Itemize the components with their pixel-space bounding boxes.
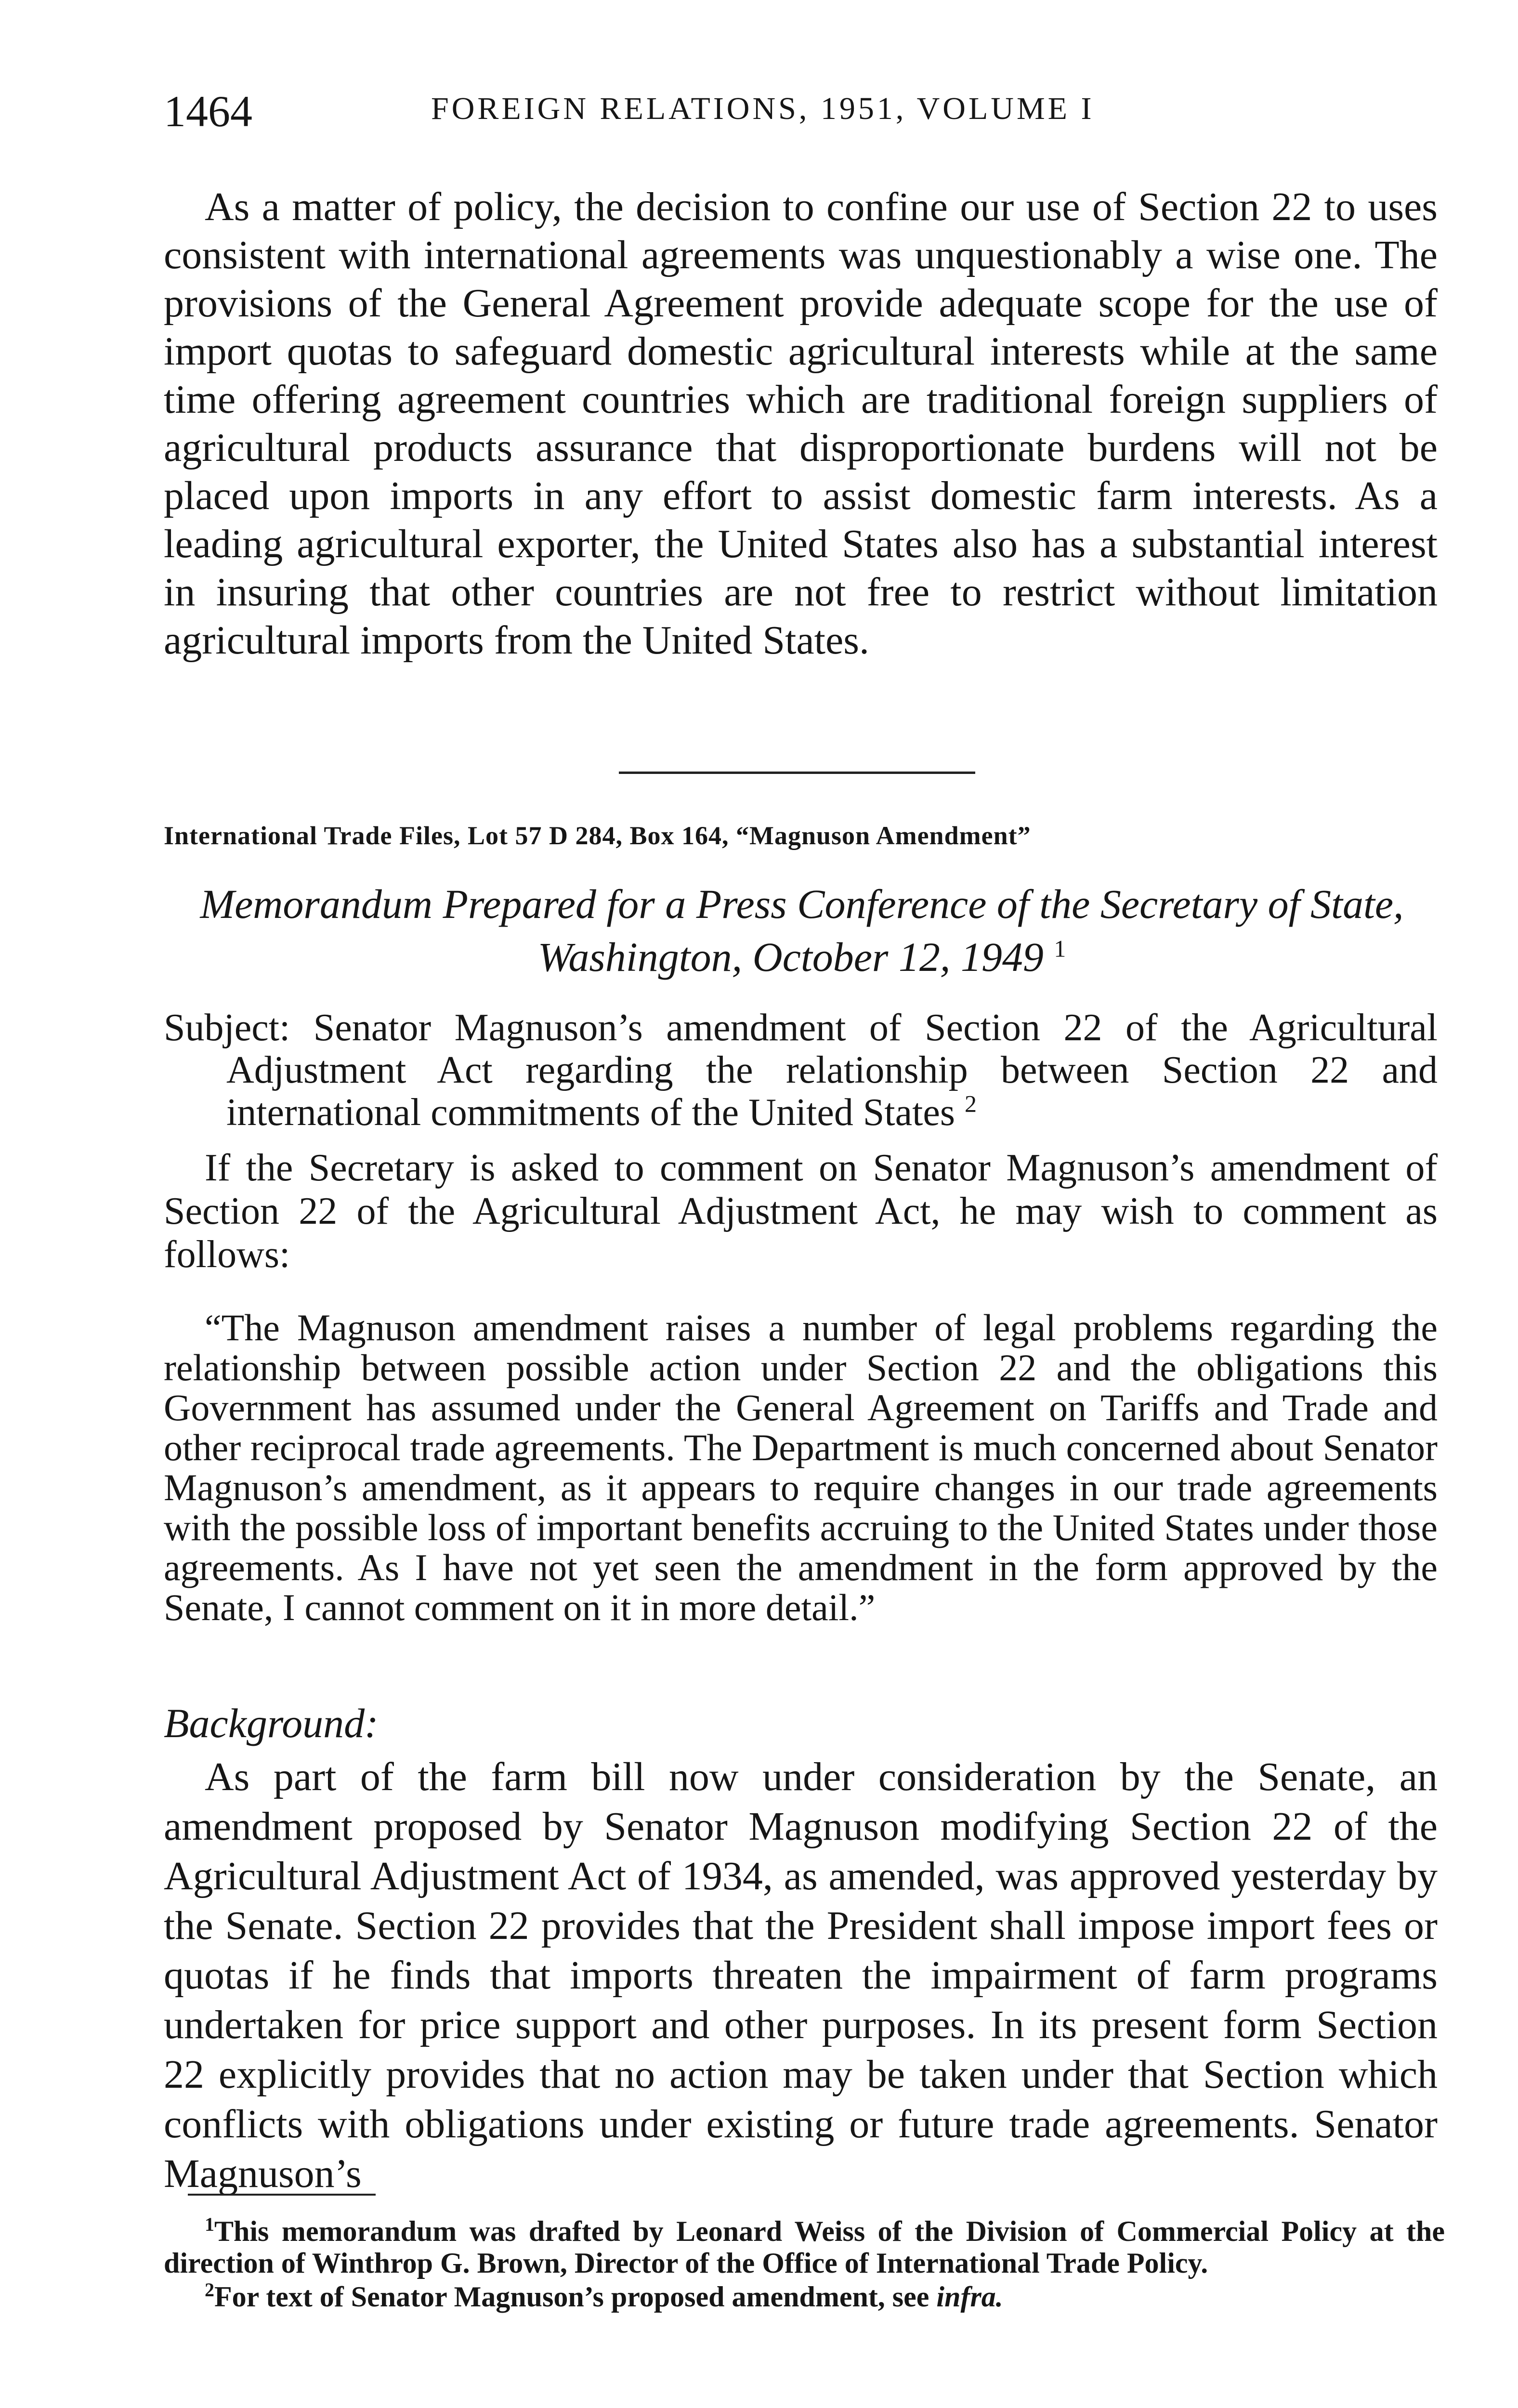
subject-text: Senator Magnuson’s amendment of Section 22 of the Agricultural Adjustment Act regarding the relationship between Section 22 and international commitments of the United States: [226, 1007, 1438, 1134]
section-divider: [619, 772, 975, 774]
footnote-1-marker: 1: [205, 2213, 214, 2235]
footnotes: [164, 2215, 1445, 2315]
source-citation: International Trade Files, Lot 57 D 284, Box 164, “Magnuson Amendment”: [164, 821, 1031, 850]
footnote-rule: [188, 2194, 376, 2196]
block-quote: “The Magnuson amendment raises a number of legal problems regarding the relationship between possible action under Section 22 and the obligations this Government has assumed under the General Agreement on Tariffs and Trade and other reciprocal trade agreements. The Department is much concerned about Senator Magnuson’s amendment, as it appears to require changes in our trade agreements with the possible loss of important benefits accruing to the United States under those agreements. As I have not yet seen the amendment in the form approved by the Senate, I cannot comment on it in more detail.”: [164, 1307, 1438, 1628]
page-number: 1464: [164, 87, 252, 136]
document-title-text: Memorandum Prepared for a Press Conference of the Secretary of State, Washington, October 12, 1949: [200, 881, 1404, 980]
footnote-marker-1: 1: [1054, 935, 1066, 962]
footnote-2-marker: 2: [205, 2279, 214, 2301]
running-head: [164, 86, 1474, 148]
footnote-1-text: This memorandum was drafted by Leonard Weiss of the Division of Commercial Policy at the direction of Winthrop G. Brown, Director of the Office of International Trade Policy.: [164, 2215, 1445, 2279]
subject-label: Subject:: [164, 1007, 290, 1049]
paragraph-policy: As a matter of policy, the decision to confine our use of Section 22 to uses consistent with international agreements was unquestionably a wise one. The provisions of the General Agreement provide adequate scope for the use of import quotas to safeguard domestic agricultural interests while at the same time offering agreement countries which are traditional foreign suppliers of agricultural products assurance that disproportionate burdens will not be placed upon imports in any effort to assist domestic farm interests. As a leading agricultural exporter, the United States also has a substantial interest in insuring that other countries are not free to restrict without limitation agricultural imports from the United States.: [164, 184, 1438, 663]
footnote-2: [164, 2281, 1445, 2313]
running-title: FOREIGN RELATIONS, 1951, VOLUME I: [431, 91, 1095, 126]
footnote-2-infra: infra.: [936, 2281, 1003, 2313]
background-heading: Background:: [164, 1700, 379, 1746]
document-title: [164, 877, 1440, 983]
paragraph-background: As part of the farm bill now under consideration by the Senate, an amendment proposed by Senator Magnuson modifying Section 22 of the Agricultural Adjustment Act of 1934, as amended, was approved yesterday by the Senate. Section 22 provides that the President shall impose import fees or quotas if he finds that imports threaten the impairment of farm programs undertaken for price support and other purposes. In its present form Section 22 explicitly provides that no action may be taken under that Section which conflicts with obligations under existing or future trade agreements. Senator Magnuson’s: [164, 1754, 1438, 2196]
footnote-marker-2: 2: [965, 1090, 977, 1117]
footnote-2-text: For text of Senator Magnuson’s proposed amendment, see: [214, 2281, 937, 2313]
paragraph-secretary-comment: If the Secretary is asked to comment on Senator Magnuson’s amendment of Section 22 of the Agricultural Adjustment Act, he may wish to comment as follows:: [164, 1147, 1438, 1276]
subject-line: [164, 1007, 1438, 1134]
footnote-1: [164, 2215, 1445, 2279]
